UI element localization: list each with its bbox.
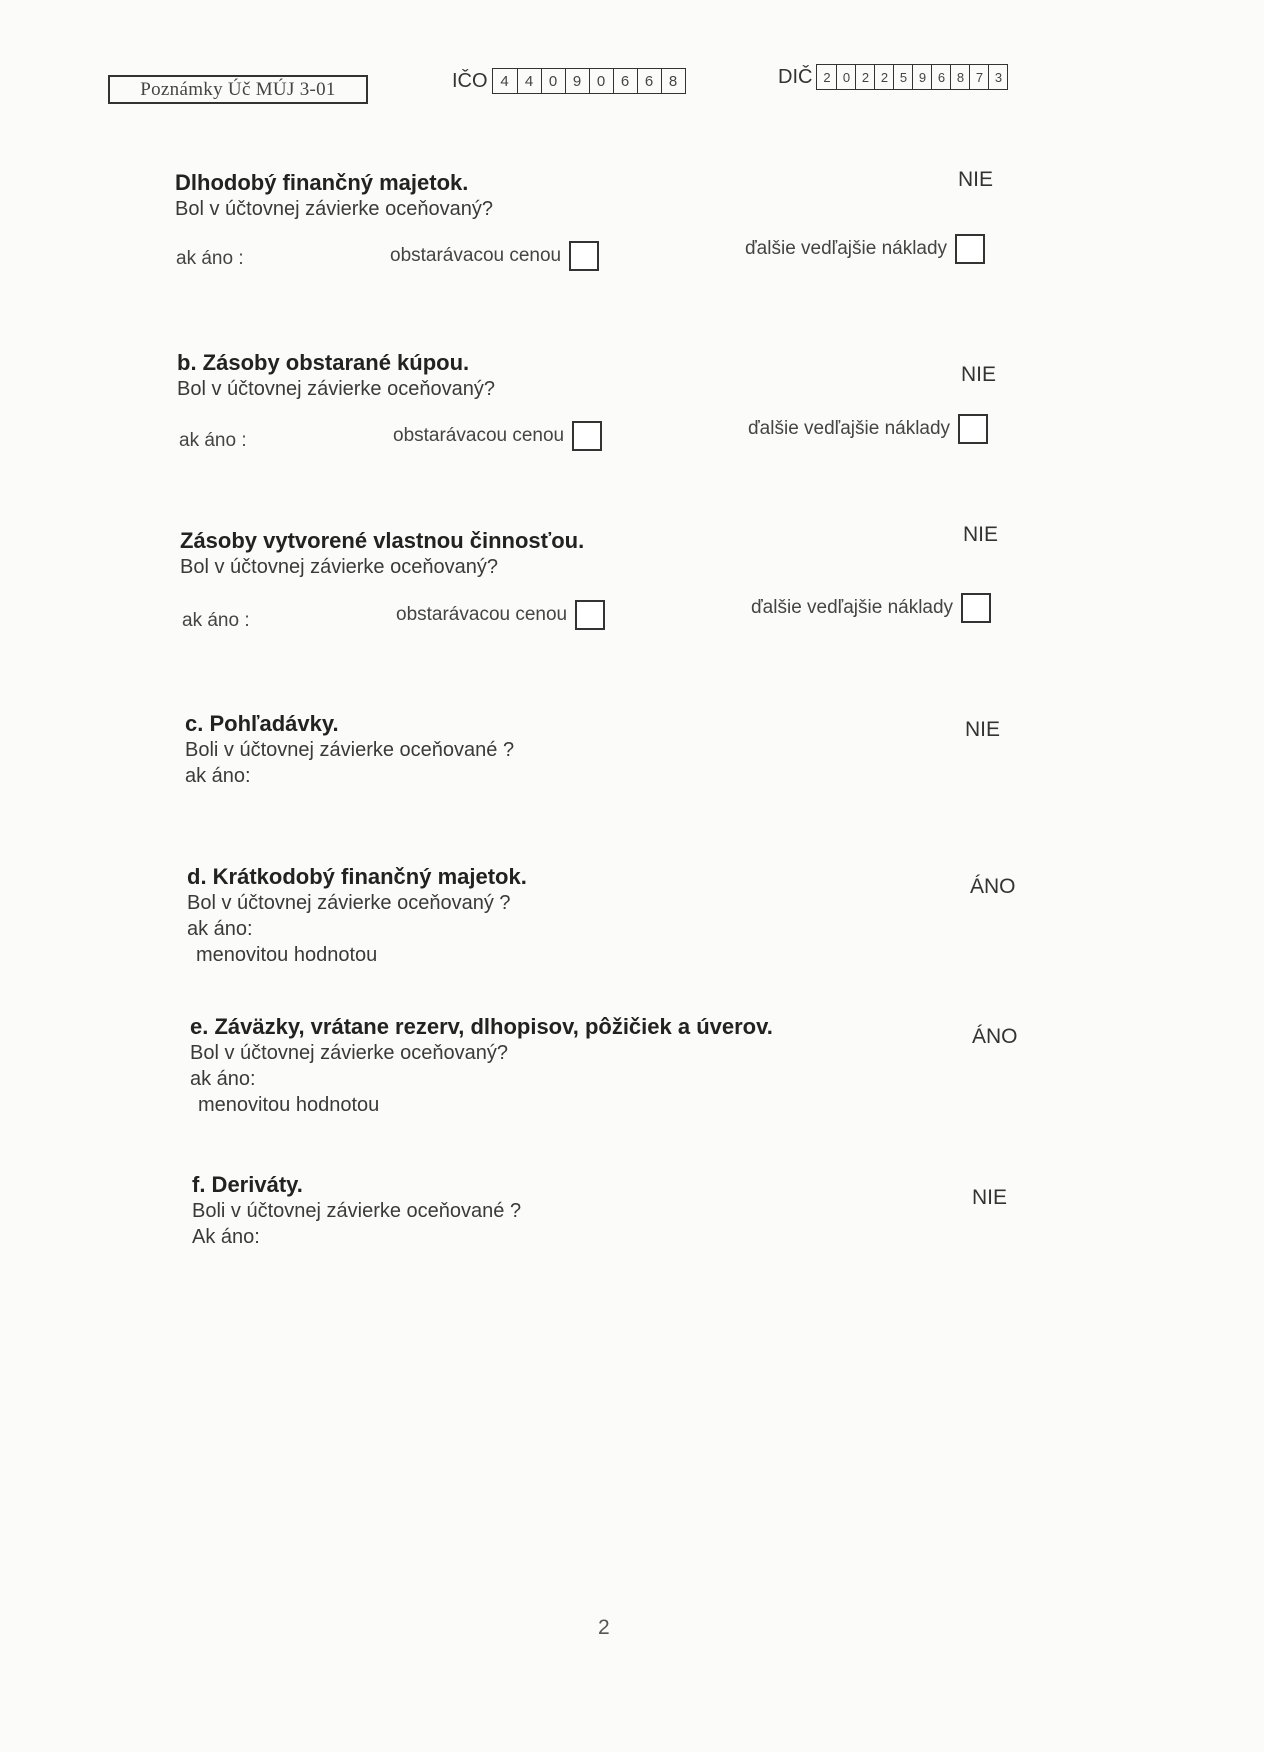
option-acquisition-cost xyxy=(393,421,602,451)
ico-digit: 0 xyxy=(541,69,565,93)
section-title: Zásoby vytvorené vlastnou činnosťou. xyxy=(180,528,585,553)
section-answer: NIE xyxy=(958,168,994,191)
ico-digit: 0 xyxy=(589,69,613,93)
if-yes-text: ak áno : xyxy=(182,610,250,631)
dic-digit: 2 xyxy=(855,65,874,89)
section-question: Bol v účtovnej závierke oceňovaný? xyxy=(175,198,493,220)
valuation-method: menovitou hodnotou xyxy=(196,944,378,966)
dic-digits xyxy=(816,64,1008,90)
section-answer: NIE xyxy=(961,363,997,386)
section-question: Bol v účtovnej závierke oceňovaný? xyxy=(180,556,498,578)
dic-digit: 2 xyxy=(874,65,893,89)
option-additional-costs xyxy=(751,593,991,623)
section-answer: NIE xyxy=(965,718,1001,741)
dic-digit: 5 xyxy=(893,65,912,89)
section-answer: NIE xyxy=(963,523,999,546)
section-title: b. Zásoby obstarané kúpou. xyxy=(177,350,470,375)
option-label: obstarávacou cenou xyxy=(396,604,568,625)
section-answer: NIE xyxy=(972,1186,1008,1209)
dic-digit: 7 xyxy=(969,65,988,89)
if-yes-text: ak áno : xyxy=(179,430,247,451)
section-title: e. Záväzky, vrátane rezerv, dlhopisov, pôžičiek a úverov. xyxy=(190,1014,773,1039)
dic-digit: 6 xyxy=(931,65,950,89)
checkbox[interactable] xyxy=(569,241,599,271)
if-yes-text: ak áno: xyxy=(185,765,251,787)
ico-digit: 9 xyxy=(565,69,589,93)
option-acquisition-cost xyxy=(390,241,599,271)
section-derivatives xyxy=(192,1172,521,1250)
ico-digit: 4 xyxy=(517,69,541,93)
if-yes-label xyxy=(179,430,247,452)
valuation-method: menovitou hodnotou xyxy=(198,1094,380,1116)
section-title: d. Krátkodobý finančný majetok. xyxy=(187,864,527,889)
if-yes-label xyxy=(182,610,250,632)
section-own-production-inventory xyxy=(180,528,584,580)
section-short-term-financial-assets xyxy=(187,864,527,968)
option-acquisition-cost xyxy=(396,600,605,630)
dic-digit: 2 xyxy=(823,69,831,85)
dic-group xyxy=(778,64,1008,90)
ico-digit: 4 xyxy=(500,72,509,90)
if-yes-text: Ak áno: xyxy=(192,1226,260,1248)
option-label: ďalšie vedľajšie náklady xyxy=(751,597,954,618)
dic-digit: 0 xyxy=(836,65,855,89)
ico-digit: 8 xyxy=(661,69,685,93)
section-long-term-financial-assets xyxy=(175,170,493,222)
option-label: ďalšie vedľajšie náklady xyxy=(745,238,948,259)
option-label: obstarávacou cenou xyxy=(393,425,565,446)
option-additional-costs xyxy=(745,234,985,264)
option-additional-costs xyxy=(748,414,988,444)
if-yes-label xyxy=(176,248,244,270)
section-question: Boli v účtovnej závierke oceňované ? xyxy=(192,1200,522,1222)
dic-digit: 9 xyxy=(912,65,931,89)
if-yes-text: ak áno: xyxy=(187,918,253,940)
section-title: c. Pohľadávky. xyxy=(185,711,339,736)
checkbox[interactable] xyxy=(961,593,991,623)
dic-label: DIČ xyxy=(778,65,813,88)
ico-digit: 6 xyxy=(637,69,661,93)
page-number: 2 xyxy=(598,1616,610,1639)
dic-digit: 3 xyxy=(988,65,1007,89)
section-liabilities xyxy=(190,1014,773,1118)
checkbox[interactable] xyxy=(575,600,605,630)
dic-digit: 8 xyxy=(950,65,969,89)
ico-digits xyxy=(492,68,686,94)
checkbox[interactable] xyxy=(958,414,988,444)
section-answer: ÁNO xyxy=(972,1025,1018,1048)
section-title: Dlhodobý finančný majetok. xyxy=(175,170,469,195)
ico-label: IČO xyxy=(452,69,488,92)
option-label: obstarávacou cenou xyxy=(390,245,562,266)
section-question: Bol v účtovnej závierke oceňovaný? xyxy=(190,1042,508,1064)
ico-group xyxy=(452,68,686,94)
if-yes-text: ak áno : xyxy=(176,248,244,269)
ico-digit: 6 xyxy=(613,69,637,93)
section-title: f. Deriváty. xyxy=(192,1172,303,1197)
checkbox[interactable] xyxy=(572,421,602,451)
section-question: Bol v účtovnej závierke oceňovaný ? xyxy=(187,892,511,914)
section-answer: ÁNO xyxy=(970,875,1016,898)
if-yes-text: ak áno: xyxy=(190,1068,256,1090)
section-purchased-inventory xyxy=(177,350,495,402)
section-question: Boli v účtovnej závierke oceňované ? xyxy=(185,739,515,761)
checkbox[interactable] xyxy=(955,234,985,264)
option-label: ďalšie vedľajšie náklady xyxy=(748,418,951,439)
section-receivables xyxy=(185,711,514,789)
form-label: Poznámky Úč MÚJ 3-01 xyxy=(108,75,368,104)
section-question: Bol v účtovnej závierke oceňovaný? xyxy=(177,378,495,400)
